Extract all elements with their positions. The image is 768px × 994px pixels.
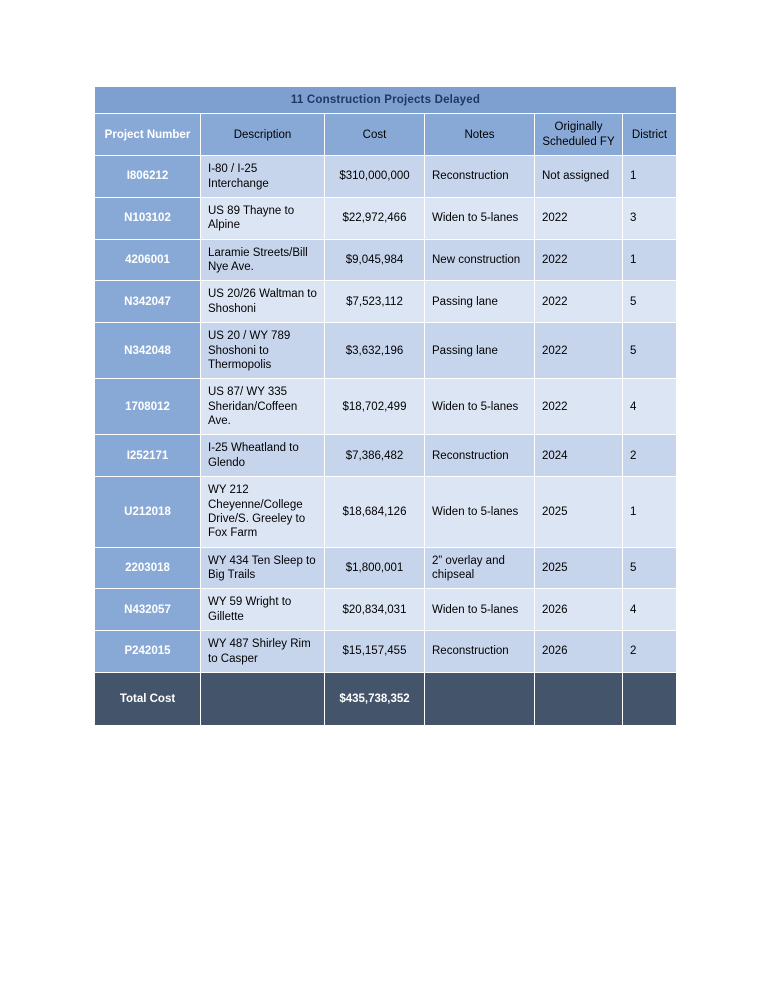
cell-district: 5 [623, 547, 677, 589]
cell-fy: 2025 [535, 477, 623, 548]
cell-cost: $18,684,126 [325, 477, 425, 548]
table-row [95, 477, 677, 548]
cell-district: 1 [623, 156, 677, 198]
column-header-cost: Cost [325, 114, 425, 156]
column-header-originally-scheduled-fy: Originally Scheduled FY [535, 114, 623, 156]
cell-description: I-25 Wheatland to Glendo [201, 435, 325, 477]
cell-district: 1 [623, 477, 677, 548]
table-row [95, 197, 677, 239]
total-spacer-description [201, 672, 325, 725]
cell-notes: Reconstruction [425, 156, 535, 198]
cell-cost: $18,702,499 [325, 379, 425, 435]
cell-notes: Passing lane [425, 323, 535, 379]
cell-description: US 20 / WY 789 Shoshoni to Thermopolis [201, 323, 325, 379]
cell-cost: $7,386,482 [325, 435, 425, 477]
cell-fy: Not assigned [535, 156, 623, 198]
cell-description: US 20/26 Waltman to Shoshoni [201, 281, 325, 323]
cell-cost: $1,800,001 [325, 547, 425, 589]
cell-notes: New construction [425, 239, 535, 281]
cell-district: 3 [623, 197, 677, 239]
cell-notes: Reconstruction [425, 631, 535, 673]
table-row [95, 281, 677, 323]
cell-description: US 87/ WY 335 Sheridan/Coffeen Ave. [201, 379, 325, 435]
cell-district: 4 [623, 589, 677, 631]
column-header-project-number: Project Number [95, 114, 201, 156]
cell-cost: $15,157,455 [325, 631, 425, 673]
cell-fy: 2022 [535, 323, 623, 379]
column-header-notes: Notes [425, 114, 535, 156]
cell-district: 1 [623, 239, 677, 281]
cell-cost: $22,972,466 [325, 197, 425, 239]
cell-notes: Widen to 5-lanes [425, 379, 535, 435]
column-header-district: District [623, 114, 677, 156]
cell-project-number: 1708012 [95, 379, 201, 435]
table-row [95, 323, 677, 379]
cell-fy: 2022 [535, 239, 623, 281]
total-cost-label: Total Cost [95, 672, 201, 725]
cell-fy: 2026 [535, 589, 623, 631]
table-title-row [95, 87, 677, 114]
cell-fy: 2022 [535, 379, 623, 435]
cell-cost: $310,000,000 [325, 156, 425, 198]
table-header-row [95, 114, 677, 156]
table-row [95, 631, 677, 673]
cell-district: 2 [623, 435, 677, 477]
cell-cost: $7,523,112 [325, 281, 425, 323]
table-row [95, 435, 677, 477]
cell-description: US 89 Thayne to Alpine [201, 197, 325, 239]
table-row [95, 589, 677, 631]
total-spacer-district [623, 672, 677, 725]
cell-fy: 2022 [535, 197, 623, 239]
cell-description: WY 212 Cheyenne/College Drive/S. Greeley to Fox Farm [201, 477, 325, 548]
cell-project-number: N342047 [95, 281, 201, 323]
projects-table-container [94, 86, 676, 726]
cell-project-number: N342048 [95, 323, 201, 379]
total-cost-value: $435,738,352 [325, 672, 425, 725]
cell-cost: $20,834,031 [325, 589, 425, 631]
cell-project-number: U212018 [95, 477, 201, 548]
cell-notes: Widen to 5-lanes [425, 197, 535, 239]
cell-notes: 2” overlay and chipseal [425, 547, 535, 589]
page-title: 11 Construction Projects Delayed [95, 87, 677, 114]
cell-project-number: N103102 [95, 197, 201, 239]
total-spacer-notes [425, 672, 535, 725]
cell-fy: 2026 [535, 631, 623, 673]
cell-project-number: P242015 [95, 631, 201, 673]
table-row [95, 379, 677, 435]
cell-project-number: 2203018 [95, 547, 201, 589]
cell-district: 5 [623, 281, 677, 323]
cell-district: 5 [623, 323, 677, 379]
cell-project-number: I806212 [95, 156, 201, 198]
cell-description: I-80 / I-25 Interchange [201, 156, 325, 198]
column-header-description: Description [201, 114, 325, 156]
cell-notes: Widen to 5-lanes [425, 477, 535, 548]
cell-description: WY 434 Ten Sleep to Big Trails [201, 547, 325, 589]
cell-notes: Widen to 5-lanes [425, 589, 535, 631]
cell-fy: 2022 [535, 281, 623, 323]
table-row [95, 156, 677, 198]
table-total-row [95, 672, 677, 725]
cell-cost: $9,045,984 [325, 239, 425, 281]
cell-fy: 2024 [535, 435, 623, 477]
cell-description: WY 487 Shirley Rim to Casper [201, 631, 325, 673]
cell-district: 2 [623, 631, 677, 673]
projects-table [94, 86, 677, 726]
cell-project-number: N432057 [95, 589, 201, 631]
cell-project-number: I252171 [95, 435, 201, 477]
cell-description: Laramie Streets/Bill Nye Ave. [201, 239, 325, 281]
table-row [95, 239, 677, 281]
table-row [95, 547, 677, 589]
cell-district: 4 [623, 379, 677, 435]
cell-project-number: 4206001 [95, 239, 201, 281]
cell-notes: Reconstruction [425, 435, 535, 477]
cell-description: WY 59 Wright to Gillette [201, 589, 325, 631]
total-spacer-fy [535, 672, 623, 725]
cell-notes: Passing lane [425, 281, 535, 323]
cell-fy: 2025 [535, 547, 623, 589]
cell-cost: $3,632,196 [325, 323, 425, 379]
